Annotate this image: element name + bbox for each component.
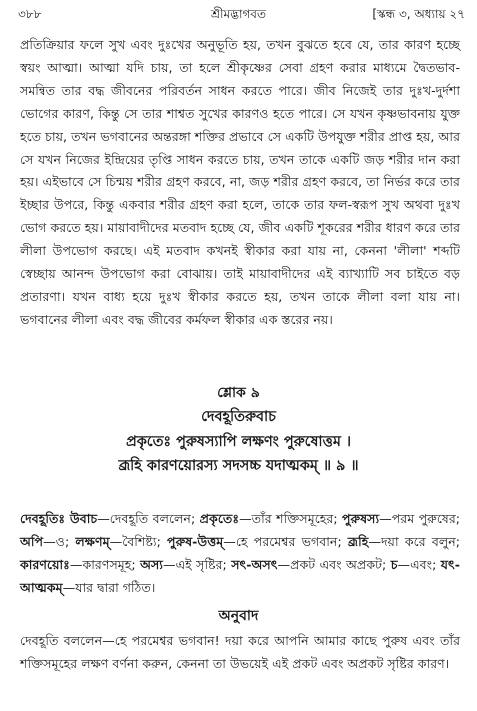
book-title: শ্রীমদ্ভাগবত bbox=[210, 7, 266, 21]
synonym-meaning: প্রকট এবং অপ্রকট bbox=[290, 556, 383, 572]
verse-line-2: ব্রূহি কারণয়োরস্য সদসচ্চ যদাত্মকম্ ॥ ৯ ॥ bbox=[118, 458, 359, 474]
chapter-reference: [স্কন্ধ ৩, অধ্যায় ২৭ bbox=[372, 7, 465, 21]
synonym-word: যৎ-আত্মকম্ bbox=[20, 556, 461, 595]
translation-heading: অনুবাদ bbox=[218, 608, 259, 624]
synonym-word: পুরুষস্য bbox=[342, 511, 380, 526]
synonym-word: অস্য bbox=[140, 556, 163, 572]
synonym-meaning: বৈশিষ্ট্য bbox=[122, 533, 157, 549]
page-number: ৩৮৮ bbox=[18, 7, 42, 21]
synonym-meaning: কারণসমূহ bbox=[82, 556, 132, 572]
synonym-word: অপি bbox=[20, 533, 44, 549]
word-synonyms: দেবহূতিঃ উবাচ—দেবহূতি বললেন; প্রকৃতেঃ—তাঁর শক্তিসমূহের; পুরুষস্য—পরম পুরুষের; অপি—ও; লক্ষণম্—বৈশিষ্ট্য; পুরুষ-উত্তম্—হে পরমেশ্বর ভগবান; ব্রূহি—দয়া করে বলুন; কারণয়োঃ—কারণসমূহ; অস্য—এই সৃষ্টির; সৎ-অসৎ—প্রকট এবং অপ্রকট; চ—এবং; যৎ-আত্মকম্—যার দ্বারা গঠিত। bbox=[20, 511, 461, 595]
synonym-meaning: পরম পুরুষের bbox=[391, 511, 456, 526]
synonym-meaning: যার দ্বারা গঠিত bbox=[75, 579, 151, 595]
synonym-word: সৎ-অসৎ bbox=[231, 556, 278, 572]
synonym-meaning: তাঁর শক্তিসমূহের bbox=[251, 511, 334, 526]
synonym-meaning: দয়া করে বলুন bbox=[380, 533, 456, 549]
translation-paragraph: দেবহূতি বললেন—হে পরমেশ্বর ভগবান! দয়া করে আপনি আমার কাছে পুরুষ এবং তাঁর শক্তিসমূহের লক্ষণ বর্ণনা করুন, কেননা তা উভয়েই এই প্রকট এবং অপ্রকট সৃষ্টির কারণ। bbox=[20, 633, 460, 671]
synonym-word: চ bbox=[390, 556, 398, 572]
purport-paragraph: প্রতিক্রিয়ার ফলে সুখ এবং দুঃখের অনুভূতি হয়, তখন বুঝতে হবে যে, তার কারণ হচ্ছে স্বয়ং আত্মা। আত্মা যদি চায়, তা হলে শ্রীকৃষ্ণের সেবা গ্রহণ করার মাধ্যমে দ্বৈতভাব-সমন্বিত তার বদ্ধ জীবনের পরিবর্তন সাধন করতে পারে। জীব নিজেই তার দুঃখ-দুর্দশা ভোগের কারণ, কিন্তু সে তার শাশ্বত সুখের কারণও হতে পারে। সে যখন কৃষ্ণভাবনায় যুক্ত হতে চায়, তখন ভগবানের অন্তরঙ্গা শক্তির প্রভাবে সে একটি উপযুক্ত শরীর প্রাপ্ত হয়, আর সে যখন নিজের ইন্দ্রিয়ের তৃপ্তি সাধন করতে চায়, তখন তাকে একটি জড় শরীর দান করা হয়। এইভাবে সে চিন্ময় শরীর গ্রহণ করবে, না, জড় শরীর গ্রহণ করবে, তা নির্ভর করে তার ইচ্ছার উপরে, কিন্তু একবার শরীর গ্রহণ করা হলে, তাকে তার ফল-স্বরূপ সুখ অথবা দুঃখ ভোগ করতে হয়। মায়াবাদীদের মতবাদ হচ্ছে যে, জীব একটি শূকরের শরীর ধারণ করে তার লীলা উপভোগ করছে। এই মতবাদ কখনই স্বীকার করা যায় না, কেননা 'লীলা' শব্দটি স্বেচ্ছায় আনন্দ উপভোগ করা বোঝায়। তাই মায়াবাদীদের এই ব্যাখ্যাটি সব চাইতে বড় প্রতারণা। যখন বাধ্য হয়ে দুঃখ স্বীকার করতে হয়, তখন তাকে লীলা বলা যায় না। ভগবানের লীলা এবং বদ্ধ জীবের কর্মফল স্বীকার এক স্তরের নয়। bbox=[20, 37, 460, 327]
synonym-word: কারণয়োঃ bbox=[20, 556, 70, 572]
synonym-meaning: এই সৃষ্টির bbox=[175, 556, 223, 572]
synonym-word: প্রকৃতেঃ bbox=[199, 511, 240, 526]
synonym-word: ব্রূহি bbox=[347, 533, 369, 549]
synonym-word: দেবহূতিঃ উবাচ bbox=[20, 511, 98, 526]
page-header bbox=[12, 4, 465, 24]
verse-speaker: দেবহূতিরুবাচ bbox=[201, 409, 276, 425]
synonym-meaning: ও bbox=[55, 533, 65, 549]
verse-line-1: প্রকৃতেঃ পুরুষস্যাপি লক্ষণং পুরুষোত্তম । bbox=[126, 434, 351, 450]
synonym-word: পুরুষ-উত্তম্ bbox=[167, 533, 224, 549]
synonym-word: লক্ষণম্ bbox=[75, 533, 110, 549]
verse-number: শ্লোক ৯ bbox=[217, 385, 260, 401]
synonym-meaning: হে পরমেশ্বর ভগবান bbox=[235, 533, 338, 549]
synonym-meaning: এবং bbox=[410, 556, 433, 572]
synonym-meaning: দেবহূতি বললেন bbox=[109, 511, 191, 526]
